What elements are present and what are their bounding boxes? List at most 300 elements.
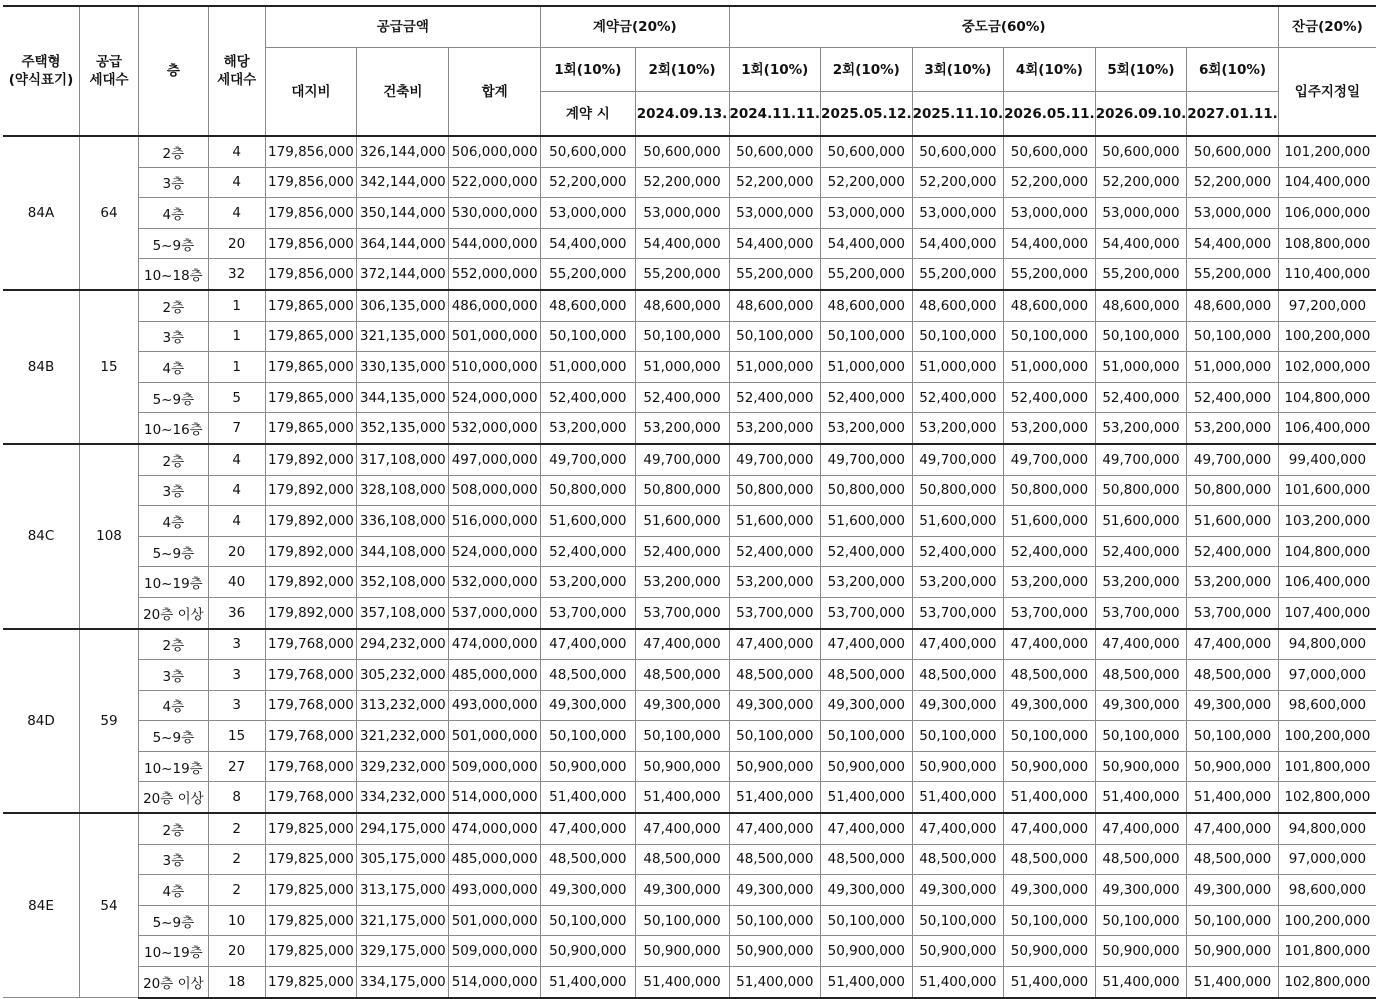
- cell-deposit-1: 49,700,000: [541, 444, 636, 475]
- header-middle-1: 1회(10%): [729, 48, 821, 92]
- cell-units: 4: [208, 444, 265, 475]
- cell-middle-5: 54,400,000: [1095, 228, 1187, 259]
- cell-middle-2: 55,200,000: [821, 259, 913, 290]
- table-row: [3, 813, 1376, 844]
- table-row: [3, 228, 1376, 259]
- cell-middle-2: 54,400,000: [821, 228, 913, 259]
- cell-middle-5: 50,100,000: [1095, 721, 1187, 752]
- cell-middle-1: 47,400,000: [729, 813, 821, 844]
- cell-building: 364,144,000: [357, 228, 449, 259]
- table-row: [3, 629, 1376, 660]
- cell-middle-4: 53,200,000: [1004, 413, 1096, 444]
- table-row: [3, 905, 1376, 936]
- header-building: 건축비: [357, 48, 449, 137]
- cell-total: 514,000,000: [449, 967, 541, 998]
- cell-building: 330,135,000: [357, 352, 449, 383]
- cell-land: 179,768,000: [265, 660, 357, 691]
- table-row: [3, 444, 1376, 475]
- cell-floor: 4층: [139, 875, 209, 906]
- cell-type: 84E: [3, 813, 80, 998]
- cell-deposit-2: 53,700,000: [635, 597, 729, 628]
- cell-balance: 98,600,000: [1278, 875, 1376, 906]
- cell-total: 552,000,000: [449, 259, 541, 290]
- cell-deposit-2: 47,400,000: [635, 629, 729, 660]
- supply-price-table: [3, 5, 1376, 999]
- cell-balance: 102,800,000: [1278, 967, 1376, 998]
- cell-middle-1: 51,400,000: [729, 967, 821, 998]
- cell-middle-5: 48,600,000: [1095, 290, 1187, 321]
- cell-middle-3: 48,500,000: [912, 660, 1004, 691]
- cell-land: 179,825,000: [265, 844, 357, 875]
- cell-middle-5: 51,400,000: [1095, 967, 1187, 998]
- cell-total: 501,000,000: [449, 905, 541, 936]
- cell-balance: 101,600,000: [1278, 475, 1376, 506]
- cell-middle-4: 52,400,000: [1004, 382, 1096, 413]
- cell-middle-3: 52,200,000: [912, 167, 1004, 198]
- cell-middle-1: 52,400,000: [729, 382, 821, 413]
- cell-middle-4: 47,400,000: [1004, 629, 1096, 660]
- header-deposit-2-date: 2024.09.13.: [635, 92, 729, 137]
- cell-middle-1: 51,000,000: [729, 352, 821, 383]
- header-middle-2: 2회(10%): [821, 48, 913, 92]
- cell-middle-3: 50,100,000: [912, 721, 1004, 752]
- cell-middle-4: 51,000,000: [1004, 352, 1096, 383]
- cell-deposit-2: 48,600,000: [635, 290, 729, 321]
- cell-type: 84B: [3, 290, 80, 444]
- cell-units: 4: [208, 167, 265, 198]
- cell-floor: 10~19층: [139, 936, 209, 967]
- cell-building: 294,232,000: [357, 629, 449, 660]
- cell-middle-6: 54,400,000: [1187, 228, 1279, 259]
- cell-units: 36: [208, 597, 265, 628]
- cell-total: 486,000,000: [449, 290, 541, 321]
- table-row: [3, 936, 1376, 967]
- cell-middle-2: 50,100,000: [821, 321, 913, 352]
- cell-middle-1: 53,200,000: [729, 567, 821, 598]
- cell-units: 20: [208, 536, 265, 567]
- cell-floor: 5~9층: [139, 228, 209, 259]
- cell-middle-6: 49,700,000: [1187, 444, 1279, 475]
- table-row: [3, 751, 1376, 782]
- cell-deposit-2: 53,200,000: [635, 413, 729, 444]
- cell-deposit-1: 48,600,000: [541, 290, 636, 321]
- cell-total: 474,000,000: [449, 629, 541, 660]
- cell-middle-3: 50,100,000: [912, 905, 1004, 936]
- cell-deposit-2: 55,200,000: [635, 259, 729, 290]
- cell-middle-6: 52,200,000: [1187, 167, 1279, 198]
- cell-deposit-1: 47,400,000: [541, 813, 636, 844]
- table-row: [3, 506, 1376, 537]
- cell-building: 321,175,000: [357, 905, 449, 936]
- cell-middle-5: 52,400,000: [1095, 382, 1187, 413]
- cell-balance: 94,800,000: [1278, 629, 1376, 660]
- cell-deposit-2: 53,200,000: [635, 567, 729, 598]
- cell-units: 2: [208, 813, 265, 844]
- cell-balance: 100,200,000: [1278, 321, 1376, 352]
- cell-middle-6: 48,500,000: [1187, 660, 1279, 691]
- cell-balance: 101,800,000: [1278, 751, 1376, 782]
- cell-type: 84C: [3, 444, 80, 629]
- cell-units: 20: [208, 228, 265, 259]
- cell-floor: 2층: [139, 290, 209, 321]
- cell-middle-2: 51,000,000: [821, 352, 913, 383]
- cell-building: 329,175,000: [357, 936, 449, 967]
- header-middle-1-date: 2024.11.11.: [729, 92, 821, 137]
- table-row: [3, 844, 1376, 875]
- header-supply-units: 공급 세대수: [80, 6, 139, 136]
- cell-middle-3: 47,400,000: [912, 629, 1004, 660]
- table-row: [3, 321, 1376, 352]
- cell-supply-units: 64: [80, 136, 139, 290]
- cell-balance: 102,800,000: [1278, 782, 1376, 813]
- header-type: 주택형 (약식표기): [3, 6, 80, 136]
- cell-deposit-2: 49,300,000: [635, 875, 729, 906]
- cell-deposit-2: 49,300,000: [635, 690, 729, 721]
- cell-deposit-2: 50,900,000: [635, 751, 729, 782]
- header-deposit: 계약금(20%): [541, 6, 729, 48]
- cell-total: 501,000,000: [449, 721, 541, 752]
- cell-middle-6: 51,400,000: [1187, 967, 1279, 998]
- cell-middle-5: 49,300,000: [1095, 875, 1187, 906]
- header-middle: 중도금(60%): [729, 6, 1278, 48]
- header-land: 대지비: [265, 48, 357, 137]
- cell-middle-3: 53,200,000: [912, 413, 1004, 444]
- cell-type: 84A: [3, 136, 80, 290]
- cell-middle-2: 53,200,000: [821, 413, 913, 444]
- cell-deposit-2: 53,000,000: [635, 198, 729, 229]
- cell-balance: 102,000,000: [1278, 352, 1376, 383]
- cell-balance: 104,800,000: [1278, 536, 1376, 567]
- table-row: [3, 413, 1376, 444]
- cell-middle-5: 49,300,000: [1095, 690, 1187, 721]
- cell-deposit-2: 49,700,000: [635, 444, 729, 475]
- cell-total: 508,000,000: [449, 475, 541, 506]
- cell-deposit-1: 50,100,000: [541, 905, 636, 936]
- cell-middle-3: 51,600,000: [912, 506, 1004, 537]
- cell-building: 326,144,000: [357, 136, 449, 167]
- cell-supply-units: 15: [80, 290, 139, 444]
- cell-building: 336,108,000: [357, 506, 449, 537]
- cell-middle-2: 53,700,000: [821, 597, 913, 628]
- cell-deposit-1: 50,800,000: [541, 475, 636, 506]
- table-row: [3, 352, 1376, 383]
- cell-total: 474,000,000: [449, 813, 541, 844]
- cell-units: 1: [208, 352, 265, 383]
- cell-middle-2: 49,300,000: [821, 875, 913, 906]
- cell-balance: 104,400,000: [1278, 167, 1376, 198]
- table-row: [3, 660, 1376, 691]
- cell-land: 179,768,000: [265, 721, 357, 752]
- cell-middle-6: 48,600,000: [1187, 290, 1279, 321]
- cell-units: 3: [208, 660, 265, 691]
- cell-middle-6: 50,900,000: [1187, 936, 1279, 967]
- cell-middle-6: 48,500,000: [1187, 844, 1279, 875]
- cell-middle-3: 50,900,000: [912, 936, 1004, 967]
- cell-balance: 106,400,000: [1278, 567, 1376, 598]
- cell-building: 305,175,000: [357, 844, 449, 875]
- cell-middle-5: 50,900,000: [1095, 936, 1187, 967]
- table-row: [3, 136, 1376, 167]
- cell-total: 516,000,000: [449, 506, 541, 537]
- cell-balance: 103,200,000: [1278, 506, 1376, 537]
- cell-deposit-1: 53,200,000: [541, 567, 636, 598]
- cell-balance: 100,200,000: [1278, 905, 1376, 936]
- cell-middle-2: 50,600,000: [821, 136, 913, 167]
- cell-balance: 106,400,000: [1278, 413, 1376, 444]
- cell-total: 485,000,000: [449, 660, 541, 691]
- table-body: [3, 136, 1376, 998]
- cell-deposit-1: 48,500,000: [541, 660, 636, 691]
- cell-middle-1: 53,200,000: [729, 413, 821, 444]
- header-middle-5-date: 2026.09.10.: [1095, 92, 1187, 137]
- header-balance: 잔금(20%): [1278, 6, 1376, 48]
- cell-building: 321,135,000: [357, 321, 449, 352]
- cell-middle-4: 49,300,000: [1004, 690, 1096, 721]
- cell-total: 509,000,000: [449, 751, 541, 782]
- cell-middle-6: 51,600,000: [1187, 506, 1279, 537]
- cell-middle-4: 52,400,000: [1004, 536, 1096, 567]
- cell-middle-4: 51,400,000: [1004, 782, 1096, 813]
- table-row: [3, 721, 1376, 752]
- cell-building: 357,108,000: [357, 597, 449, 628]
- cell-units: 5: [208, 382, 265, 413]
- cell-middle-3: 52,400,000: [912, 382, 1004, 413]
- cell-land: 179,825,000: [265, 875, 357, 906]
- cell-middle-5: 48,500,000: [1095, 844, 1187, 875]
- cell-land: 179,768,000: [265, 751, 357, 782]
- cell-total: 493,000,000: [449, 875, 541, 906]
- cell-land: 179,825,000: [265, 813, 357, 844]
- cell-deposit-1: 53,000,000: [541, 198, 636, 229]
- cell-deposit-2: 52,200,000: [635, 167, 729, 198]
- cell-total: 493,000,000: [449, 690, 541, 721]
- cell-deposit-1: 48,500,000: [541, 844, 636, 875]
- cell-land: 179,865,000: [265, 413, 357, 444]
- cell-middle-5: 50,800,000: [1095, 475, 1187, 506]
- cell-middle-2: 50,100,000: [821, 905, 913, 936]
- cell-middle-5: 50,100,000: [1095, 905, 1187, 936]
- cell-balance: 97,200,000: [1278, 290, 1376, 321]
- cell-middle-2: 51,400,000: [821, 782, 913, 813]
- cell-middle-2: 50,900,000: [821, 936, 913, 967]
- cell-middle-2: 48,500,000: [821, 844, 913, 875]
- cell-middle-4: 50,900,000: [1004, 751, 1096, 782]
- table-row: [3, 782, 1376, 813]
- cell-deposit-2: 47,400,000: [635, 813, 729, 844]
- cell-units: 40: [208, 567, 265, 598]
- cell-units: 1: [208, 321, 265, 352]
- cell-middle-5: 53,200,000: [1095, 567, 1187, 598]
- header-supply-price: 공급금액: [265, 6, 541, 48]
- cell-floor: 20층 이상: [139, 597, 209, 628]
- cell-supply-units: 54: [80, 813, 139, 998]
- cell-middle-6: 53,200,000: [1187, 567, 1279, 598]
- cell-building: 317,108,000: [357, 444, 449, 475]
- cell-middle-2: 49,700,000: [821, 444, 913, 475]
- cell-middle-1: 47,400,000: [729, 629, 821, 660]
- cell-land: 179,892,000: [265, 567, 357, 598]
- cell-balance: 108,800,000: [1278, 228, 1376, 259]
- cell-middle-1: 52,200,000: [729, 167, 821, 198]
- cell-deposit-1: 50,100,000: [541, 321, 636, 352]
- cell-middle-4: 50,100,000: [1004, 321, 1096, 352]
- cell-balance: 97,000,000: [1278, 660, 1376, 691]
- cell-building: 313,175,000: [357, 875, 449, 906]
- cell-total: 532,000,000: [449, 413, 541, 444]
- table-row: [3, 290, 1376, 321]
- cell-land: 179,825,000: [265, 905, 357, 936]
- cell-deposit-2: 50,900,000: [635, 936, 729, 967]
- cell-middle-3: 49,300,000: [912, 690, 1004, 721]
- cell-floor: 3층: [139, 844, 209, 875]
- cell-middle-5: 53,000,000: [1095, 198, 1187, 229]
- header-middle-6-date: 2027.01.11.: [1187, 92, 1279, 137]
- cell-middle-4: 49,300,000: [1004, 875, 1096, 906]
- table-row: [3, 382, 1376, 413]
- cell-middle-1: 50,100,000: [729, 721, 821, 752]
- cell-middle-1: 48,500,000: [729, 844, 821, 875]
- cell-middle-4: 50,800,000: [1004, 475, 1096, 506]
- cell-units: 15: [208, 721, 265, 752]
- cell-deposit-1: 52,400,000: [541, 382, 636, 413]
- cell-middle-5: 52,200,000: [1095, 167, 1187, 198]
- cell-total: 524,000,000: [449, 382, 541, 413]
- cell-total: 497,000,000: [449, 444, 541, 475]
- cell-type: 84D: [3, 629, 80, 814]
- table-header: [3, 6, 1376, 136]
- cell-balance: 101,200,000: [1278, 136, 1376, 167]
- cell-middle-4: 47,400,000: [1004, 813, 1096, 844]
- cell-deposit-2: 51,600,000: [635, 506, 729, 537]
- cell-deposit-1: 51,000,000: [541, 352, 636, 383]
- cell-middle-3: 48,500,000: [912, 844, 1004, 875]
- cell-middle-6: 50,100,000: [1187, 321, 1279, 352]
- cell-middle-5: 51,000,000: [1095, 352, 1187, 383]
- cell-building: 344,135,000: [357, 382, 449, 413]
- cell-middle-1: 50,100,000: [729, 321, 821, 352]
- cell-middle-1: 48,500,000: [729, 660, 821, 691]
- cell-units: 32: [208, 259, 265, 290]
- cell-building: 329,232,000: [357, 751, 449, 782]
- cell-land: 179,892,000: [265, 597, 357, 628]
- cell-middle-5: 50,100,000: [1095, 321, 1187, 352]
- cell-deposit-1: 54,400,000: [541, 228, 636, 259]
- cell-deposit-1: 49,300,000: [541, 690, 636, 721]
- cell-middle-4: 55,200,000: [1004, 259, 1096, 290]
- cell-middle-5: 55,200,000: [1095, 259, 1187, 290]
- cell-floor: 4층: [139, 352, 209, 383]
- table-row: [3, 536, 1376, 567]
- header-deposit-1-date: 계약 시: [541, 92, 636, 137]
- cell-middle-4: 50,900,000: [1004, 936, 1096, 967]
- cell-middle-2: 53,200,000: [821, 567, 913, 598]
- cell-deposit-1: 50,600,000: [541, 136, 636, 167]
- cell-land: 179,825,000: [265, 936, 357, 967]
- cell-floor: 10~16층: [139, 413, 209, 444]
- cell-middle-6: 47,400,000: [1187, 629, 1279, 660]
- cell-units: 1: [208, 290, 265, 321]
- cell-middle-1: 48,600,000: [729, 290, 821, 321]
- cell-middle-6: 50,100,000: [1187, 905, 1279, 936]
- cell-land: 179,892,000: [265, 475, 357, 506]
- cell-middle-3: 50,600,000: [912, 136, 1004, 167]
- cell-middle-3: 50,900,000: [912, 751, 1004, 782]
- cell-middle-1: 54,400,000: [729, 228, 821, 259]
- cell-middle-2: 48,500,000: [821, 660, 913, 691]
- cell-middle-5: 47,400,000: [1095, 813, 1187, 844]
- cell-middle-6: 50,100,000: [1187, 721, 1279, 752]
- cell-building: 313,232,000: [357, 690, 449, 721]
- cell-floor: 10~19층: [139, 567, 209, 598]
- cell-units: 27: [208, 751, 265, 782]
- cell-middle-3: 51,000,000: [912, 352, 1004, 383]
- cell-deposit-1: 52,400,000: [541, 536, 636, 567]
- cell-deposit-2: 52,400,000: [635, 382, 729, 413]
- cell-middle-3: 55,200,000: [912, 259, 1004, 290]
- cell-units: 4: [208, 136, 265, 167]
- cell-middle-3: 51,400,000: [912, 967, 1004, 998]
- cell-middle-1: 53,700,000: [729, 597, 821, 628]
- cell-middle-2: 50,900,000: [821, 751, 913, 782]
- header-middle-2-date: 2025.05.12.: [821, 92, 913, 137]
- header-deposit-2: 2회(10%): [635, 48, 729, 92]
- cell-deposit-1: 53,200,000: [541, 413, 636, 444]
- cell-land: 179,865,000: [265, 382, 357, 413]
- cell-balance: 98,600,000: [1278, 690, 1376, 721]
- cell-deposit-1: 53,700,000: [541, 597, 636, 628]
- cell-middle-6: 49,300,000: [1187, 690, 1279, 721]
- table-row: [3, 967, 1376, 998]
- table-row: [3, 567, 1376, 598]
- cell-middle-3: 49,700,000: [912, 444, 1004, 475]
- cell-units: 2: [208, 844, 265, 875]
- cell-floor: 5~9층: [139, 721, 209, 752]
- cell-middle-6: 52,400,000: [1187, 536, 1279, 567]
- cell-deposit-2: 54,400,000: [635, 228, 729, 259]
- cell-middle-5: 50,600,000: [1095, 136, 1187, 167]
- cell-middle-3: 54,400,000: [912, 228, 1004, 259]
- cell-middle-1: 50,600,000: [729, 136, 821, 167]
- cell-middle-1: 50,800,000: [729, 475, 821, 506]
- cell-middle-5: 52,400,000: [1095, 536, 1187, 567]
- cell-middle-6: 53,700,000: [1187, 597, 1279, 628]
- cell-building: 344,108,000: [357, 536, 449, 567]
- cell-middle-2: 49,300,000: [821, 690, 913, 721]
- cell-land: 179,856,000: [265, 136, 357, 167]
- cell-balance: 110,400,000: [1278, 259, 1376, 290]
- cell-building: 321,232,000: [357, 721, 449, 752]
- cell-building: 328,108,000: [357, 475, 449, 506]
- header-deposit-1: 1회(10%): [541, 48, 636, 92]
- cell-middle-3: 53,000,000: [912, 198, 1004, 229]
- cell-middle-4: 49,700,000: [1004, 444, 1096, 475]
- cell-units: 8: [208, 782, 265, 813]
- cell-total: 530,000,000: [449, 198, 541, 229]
- cell-middle-6: 50,800,000: [1187, 475, 1279, 506]
- header-units: 해당 세대수: [208, 6, 265, 136]
- cell-middle-6: 49,300,000: [1187, 875, 1279, 906]
- header-middle-4-date: 2026.05.11.: [1004, 92, 1096, 137]
- cell-middle-3: 49,300,000: [912, 875, 1004, 906]
- cell-building: 334,232,000: [357, 782, 449, 813]
- cell-middle-1: 53,000,000: [729, 198, 821, 229]
- cell-middle-3: 53,200,000: [912, 567, 1004, 598]
- header-middle-3: 3회(10%): [912, 48, 1004, 92]
- cell-land: 179,892,000: [265, 536, 357, 567]
- cell-middle-2: 47,400,000: [821, 629, 913, 660]
- cell-deposit-1: 50,900,000: [541, 751, 636, 782]
- cell-deposit-1: 50,900,000: [541, 936, 636, 967]
